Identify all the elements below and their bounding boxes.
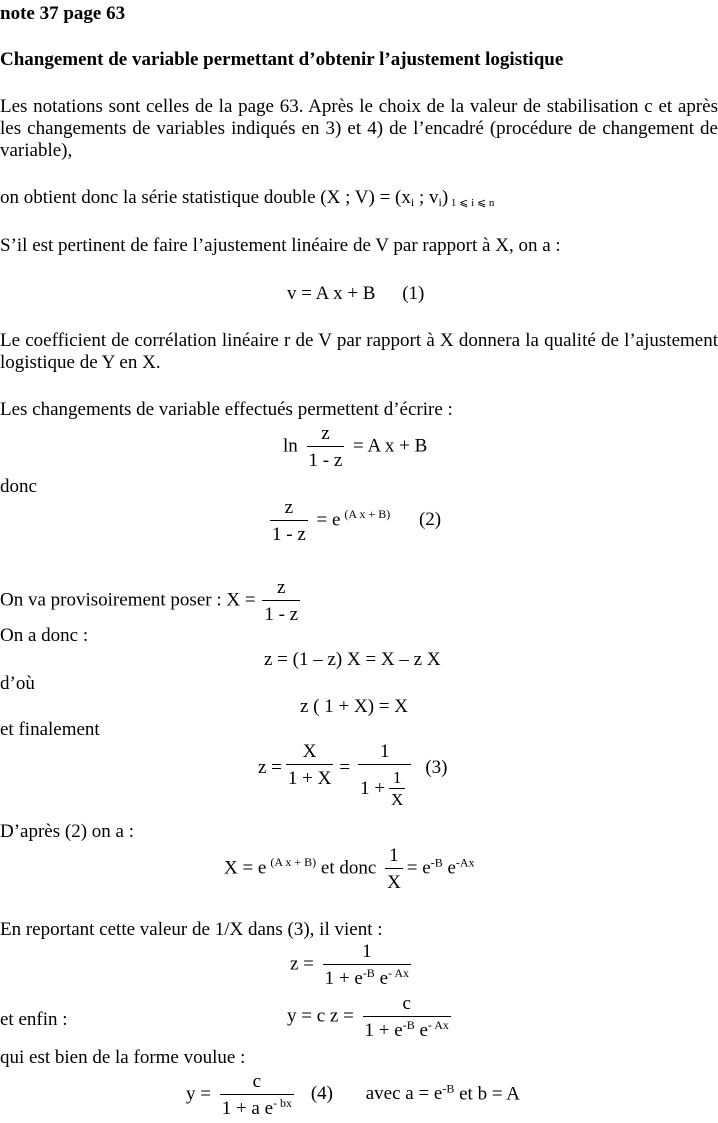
linear-fit-sentence: S’il est pertinent de faire l’ajustement linéaire de V par rapport à X, on a : <box>0 235 561 256</box>
equation-2-label: (2) <box>418 509 442 531</box>
y-final-equation <box>287 994 455 1040</box>
Xe-exponent-2: -B <box>430 855 443 870</box>
den-exponent: - Ax <box>388 966 409 980</box>
yfinal-lhs: y = c z = <box>287 1005 354 1027</box>
den-part: e <box>414 1020 428 1041</box>
fraction-denominator: X <box>385 868 403 892</box>
Xe-fraction <box>385 846 403 892</box>
poser-line <box>0 578 304 624</box>
eq3-fraction-1 <box>286 742 333 788</box>
fraction-numerator: z <box>321 423 330 444</box>
zfinal-lhs: z = <box>290 953 314 975</box>
index-range: 1 ⩽ i ⩽ n <box>448 197 495 209</box>
Xe-lhs: X = e <box>224 857 267 879</box>
fraction-denominator <box>358 764 411 808</box>
fraction-numerator: 1 <box>379 741 390 762</box>
finalement-label: et finalement <box>0 719 100 740</box>
ln-rhs: = A x + B <box>353 435 428 457</box>
den-prefix: 1 + <box>360 778 386 799</box>
fraction-denominator: 1 - z <box>270 520 308 544</box>
Xe-exponent-3: -Ax <box>455 855 475 870</box>
eq3-lhs: z = <box>258 757 282 778</box>
eq4-fraction <box>220 1072 294 1118</box>
inner-fraction <box>389 769 405 808</box>
donc-label: donc <box>0 476 37 497</box>
yfinal-fraction <box>363 994 451 1040</box>
equation-1-body: v = A x + B <box>287 283 376 304</box>
fraction-numerator: 1 <box>362 941 372 962</box>
fraction-numerator: z <box>276 577 286 598</box>
reportant-sentence: En reportant cette valeur de 1/X dans (3), il vient : <box>0 919 383 940</box>
series-sentence <box>0 188 494 207</box>
correlation-paragraph: Le coefficient de corrélation linéaire r de V par rapport à X donnera la qualité de l’ajustement logistique de Y en X. <box>0 330 718 373</box>
fraction-numerator: X <box>302 741 317 762</box>
eq3-fraction-2 <box>358 742 411 808</box>
equation-3-label: (3) <box>425 757 448 778</box>
fraction-denominator: 1 - z <box>262 600 300 624</box>
on-a-donc-label: On a donc : <box>0 625 89 646</box>
den-part: 1 + a e <box>221 1098 274 1119</box>
eq2-rhs: = e <box>316 509 341 531</box>
avec-text: avec a = e <box>365 1083 443 1105</box>
changes-sentence: Les changements de variable effectués permettent d’écrire : <box>0 399 453 420</box>
intro-paragraph: Les notations sont celles de la page 63. Après le choix de la valeur de stabilisation c et après les changements de variables indiqués en 3) et 4) de l’encadré (procédure de changement de variable), <box>0 96 718 161</box>
fraction-numerator: c <box>402 993 411 1014</box>
fraction-numerator: c <box>252 1071 262 1092</box>
equation-4 <box>186 1072 520 1118</box>
den-exponent: - bx <box>273 1096 293 1110</box>
poser-fraction <box>262 578 300 624</box>
series-mid: ; v <box>414 187 439 208</box>
eq3-equals: = <box>339 757 351 778</box>
poser-text: On va provisoirement poser : X = <box>0 589 256 611</box>
den-exponent: - Ax <box>427 1018 449 1032</box>
dou-label: d’où <box>0 673 35 694</box>
equation-3 <box>258 742 447 808</box>
fraction-denominator: 1 + X <box>286 764 333 788</box>
equation-2 <box>266 498 441 544</box>
z-X-equation: z = (1 – z) X = X – z X <box>264 649 441 670</box>
den-part: 1 + e <box>364 1020 403 1041</box>
series-close: ) <box>441 187 449 208</box>
equation-1-label: (1) <box>402 283 425 304</box>
Xe-exponent: (A x + B) <box>270 855 317 870</box>
forme-sentence: qui est bien de la forme voulue : <box>0 1047 246 1068</box>
fraction-numerator: z <box>284 497 294 518</box>
Xe-mid: et donc <box>320 857 377 879</box>
ln-fraction <box>307 424 345 470</box>
subscript-i: i <box>410 195 415 209</box>
den-part: 1 + e <box>324 968 363 989</box>
fraction-denominator <box>220 1094 294 1118</box>
equation-1 <box>287 284 424 303</box>
den-part: e <box>374 968 388 989</box>
ln-equation <box>283 424 427 470</box>
fraction-numerator: 1 <box>392 768 402 787</box>
fraction-numerator: 1 <box>389 845 399 866</box>
fraction-denominator <box>363 1016 451 1040</box>
Xe-rhs: = e <box>406 857 431 879</box>
fraction-denominator: 1 - z <box>307 446 345 470</box>
eq4-lhs: y = <box>186 1083 211 1105</box>
fraction-denominator: X <box>391 790 404 809</box>
den-exponent: -B <box>362 966 375 980</box>
Xe-rhs-2: e <box>442 857 456 879</box>
eq2-exponent: (A x + B) <box>344 507 391 522</box>
avec-end: et b = A <box>454 1083 520 1105</box>
z-final-equation <box>290 942 415 988</box>
dapres-label: D’après (2) on a : <box>0 821 135 842</box>
den-exponent: -B <box>402 1018 415 1032</box>
ln-prefix: ln <box>283 435 298 457</box>
X-exponential-equation <box>224 846 475 892</box>
series-text: on obtient donc la série statistique double (X ; V) = (x <box>0 187 411 208</box>
enfin-label: et enfin : <box>0 1009 68 1030</box>
eq2-fraction <box>270 498 308 544</box>
subscript-i2: i <box>438 195 442 209</box>
z-1X-equation: z ( 1 + X) = X <box>300 696 408 717</box>
note-reference: note 37 page 63 <box>0 3 126 24</box>
page-title: Changement de variable permettant d’obtenir l’ajustement logistique <box>0 49 564 70</box>
equation-4-label: (4) <box>310 1083 333 1105</box>
zfinal-fraction <box>323 942 411 988</box>
avec-exponent: -B <box>442 1081 455 1096</box>
fraction-denominator <box>323 964 411 988</box>
